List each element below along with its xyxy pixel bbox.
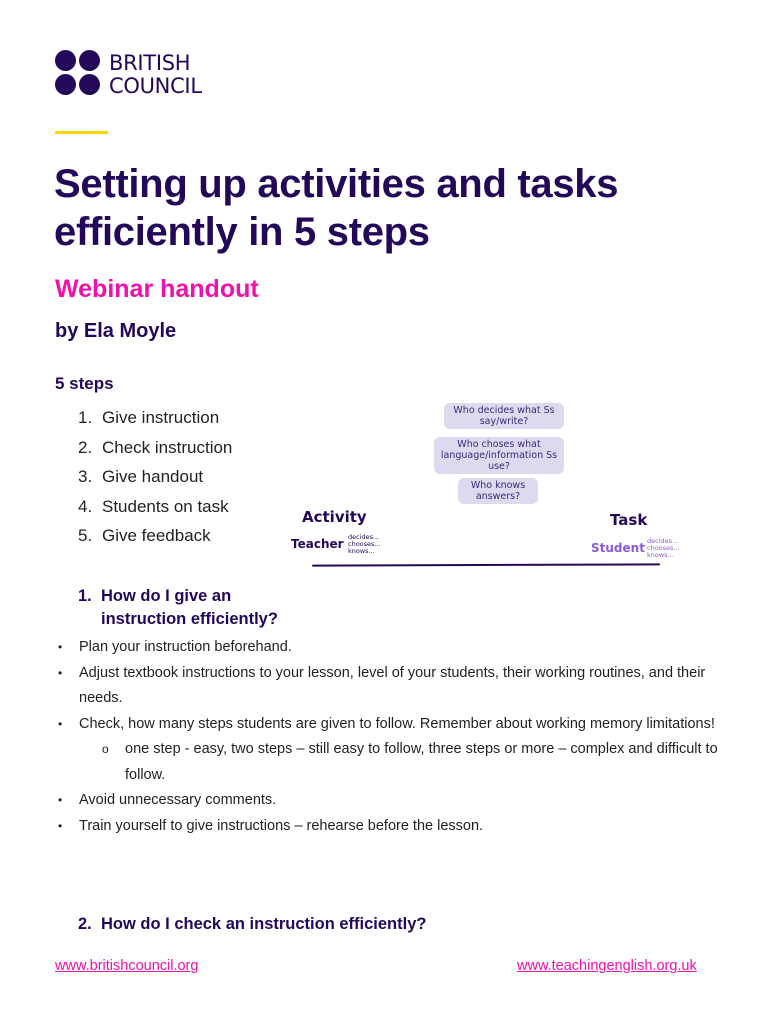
list-item: • Check, how many steps students are given to follow. Remember about working memory limitations! xyxy=(55,712,735,738)
list-item: • Avoid unnecessary comments. xyxy=(55,788,735,814)
logo-word-2: COUNCIL xyxy=(109,74,202,98)
british-council-logo xyxy=(55,50,225,100)
page-title: Setting up activities and tasks efficiently in 5 steps xyxy=(54,162,619,254)
list-item: • Plan your instruction beforehand. xyxy=(55,635,735,661)
list-subitem: o one step - easy, two steps – still easy to follow, three steps or more – complex and difficult to follow. xyxy=(55,737,735,788)
diagram-task-label: Task xyxy=(610,511,648,529)
step-item: 3. Give handout xyxy=(78,467,204,486)
byline: by Ela Moyle xyxy=(55,320,177,342)
logo-word-1: BRITISH xyxy=(109,51,191,75)
diagram-bubble-decides: Who decides what Ss say/write? xyxy=(444,403,564,429)
step-item: 4. Students on task xyxy=(78,496,229,516)
diagram-bubble-knows: Who knows answers? xyxy=(458,478,538,504)
section-2-heading: 2. How do I check an instruction efficiently? xyxy=(78,915,427,933)
step-item: 2. Check instruction xyxy=(78,437,233,457)
diagram-bubble-chooses: Who choses what language/information Ss use? xyxy=(434,437,564,474)
diagram-teacher-verbs: decides... chooses... knows... xyxy=(348,533,381,555)
diagram-student-verbs: decides... chooses... knows... xyxy=(647,537,680,559)
subtitle: Webinar handout xyxy=(55,275,259,303)
diagram-activity-label: Activity xyxy=(302,508,367,526)
diagram-continuum-line xyxy=(312,563,660,566)
section-1-bullets xyxy=(55,635,735,839)
logo-dots-icon xyxy=(55,50,103,98)
step-item: 1. Give instruction xyxy=(78,408,220,427)
section-1-heading: 1. How do I give an instruction efficiently? xyxy=(78,587,278,628)
steps-heading: 5 steps xyxy=(55,374,114,393)
steps-list xyxy=(78,405,232,553)
step-item: 5. Give feedback xyxy=(78,526,211,545)
list-item: • Train yourself to give instructions – rehearse before the lesson. xyxy=(55,814,735,840)
list-item: • Adjust textbook instructions to your lesson, level of your students, their working routines, and their needs. xyxy=(55,661,735,712)
footer-link-teachingenglish[interactable]: www.teachingenglish.org.uk xyxy=(517,958,697,974)
diagram-student-label: Student xyxy=(591,541,645,555)
footer-link-britishcouncil[interactable]: www.britishcouncil.org xyxy=(55,958,199,974)
accent-bar xyxy=(55,131,108,134)
diagram-teacher-label: Teacher xyxy=(291,537,344,551)
